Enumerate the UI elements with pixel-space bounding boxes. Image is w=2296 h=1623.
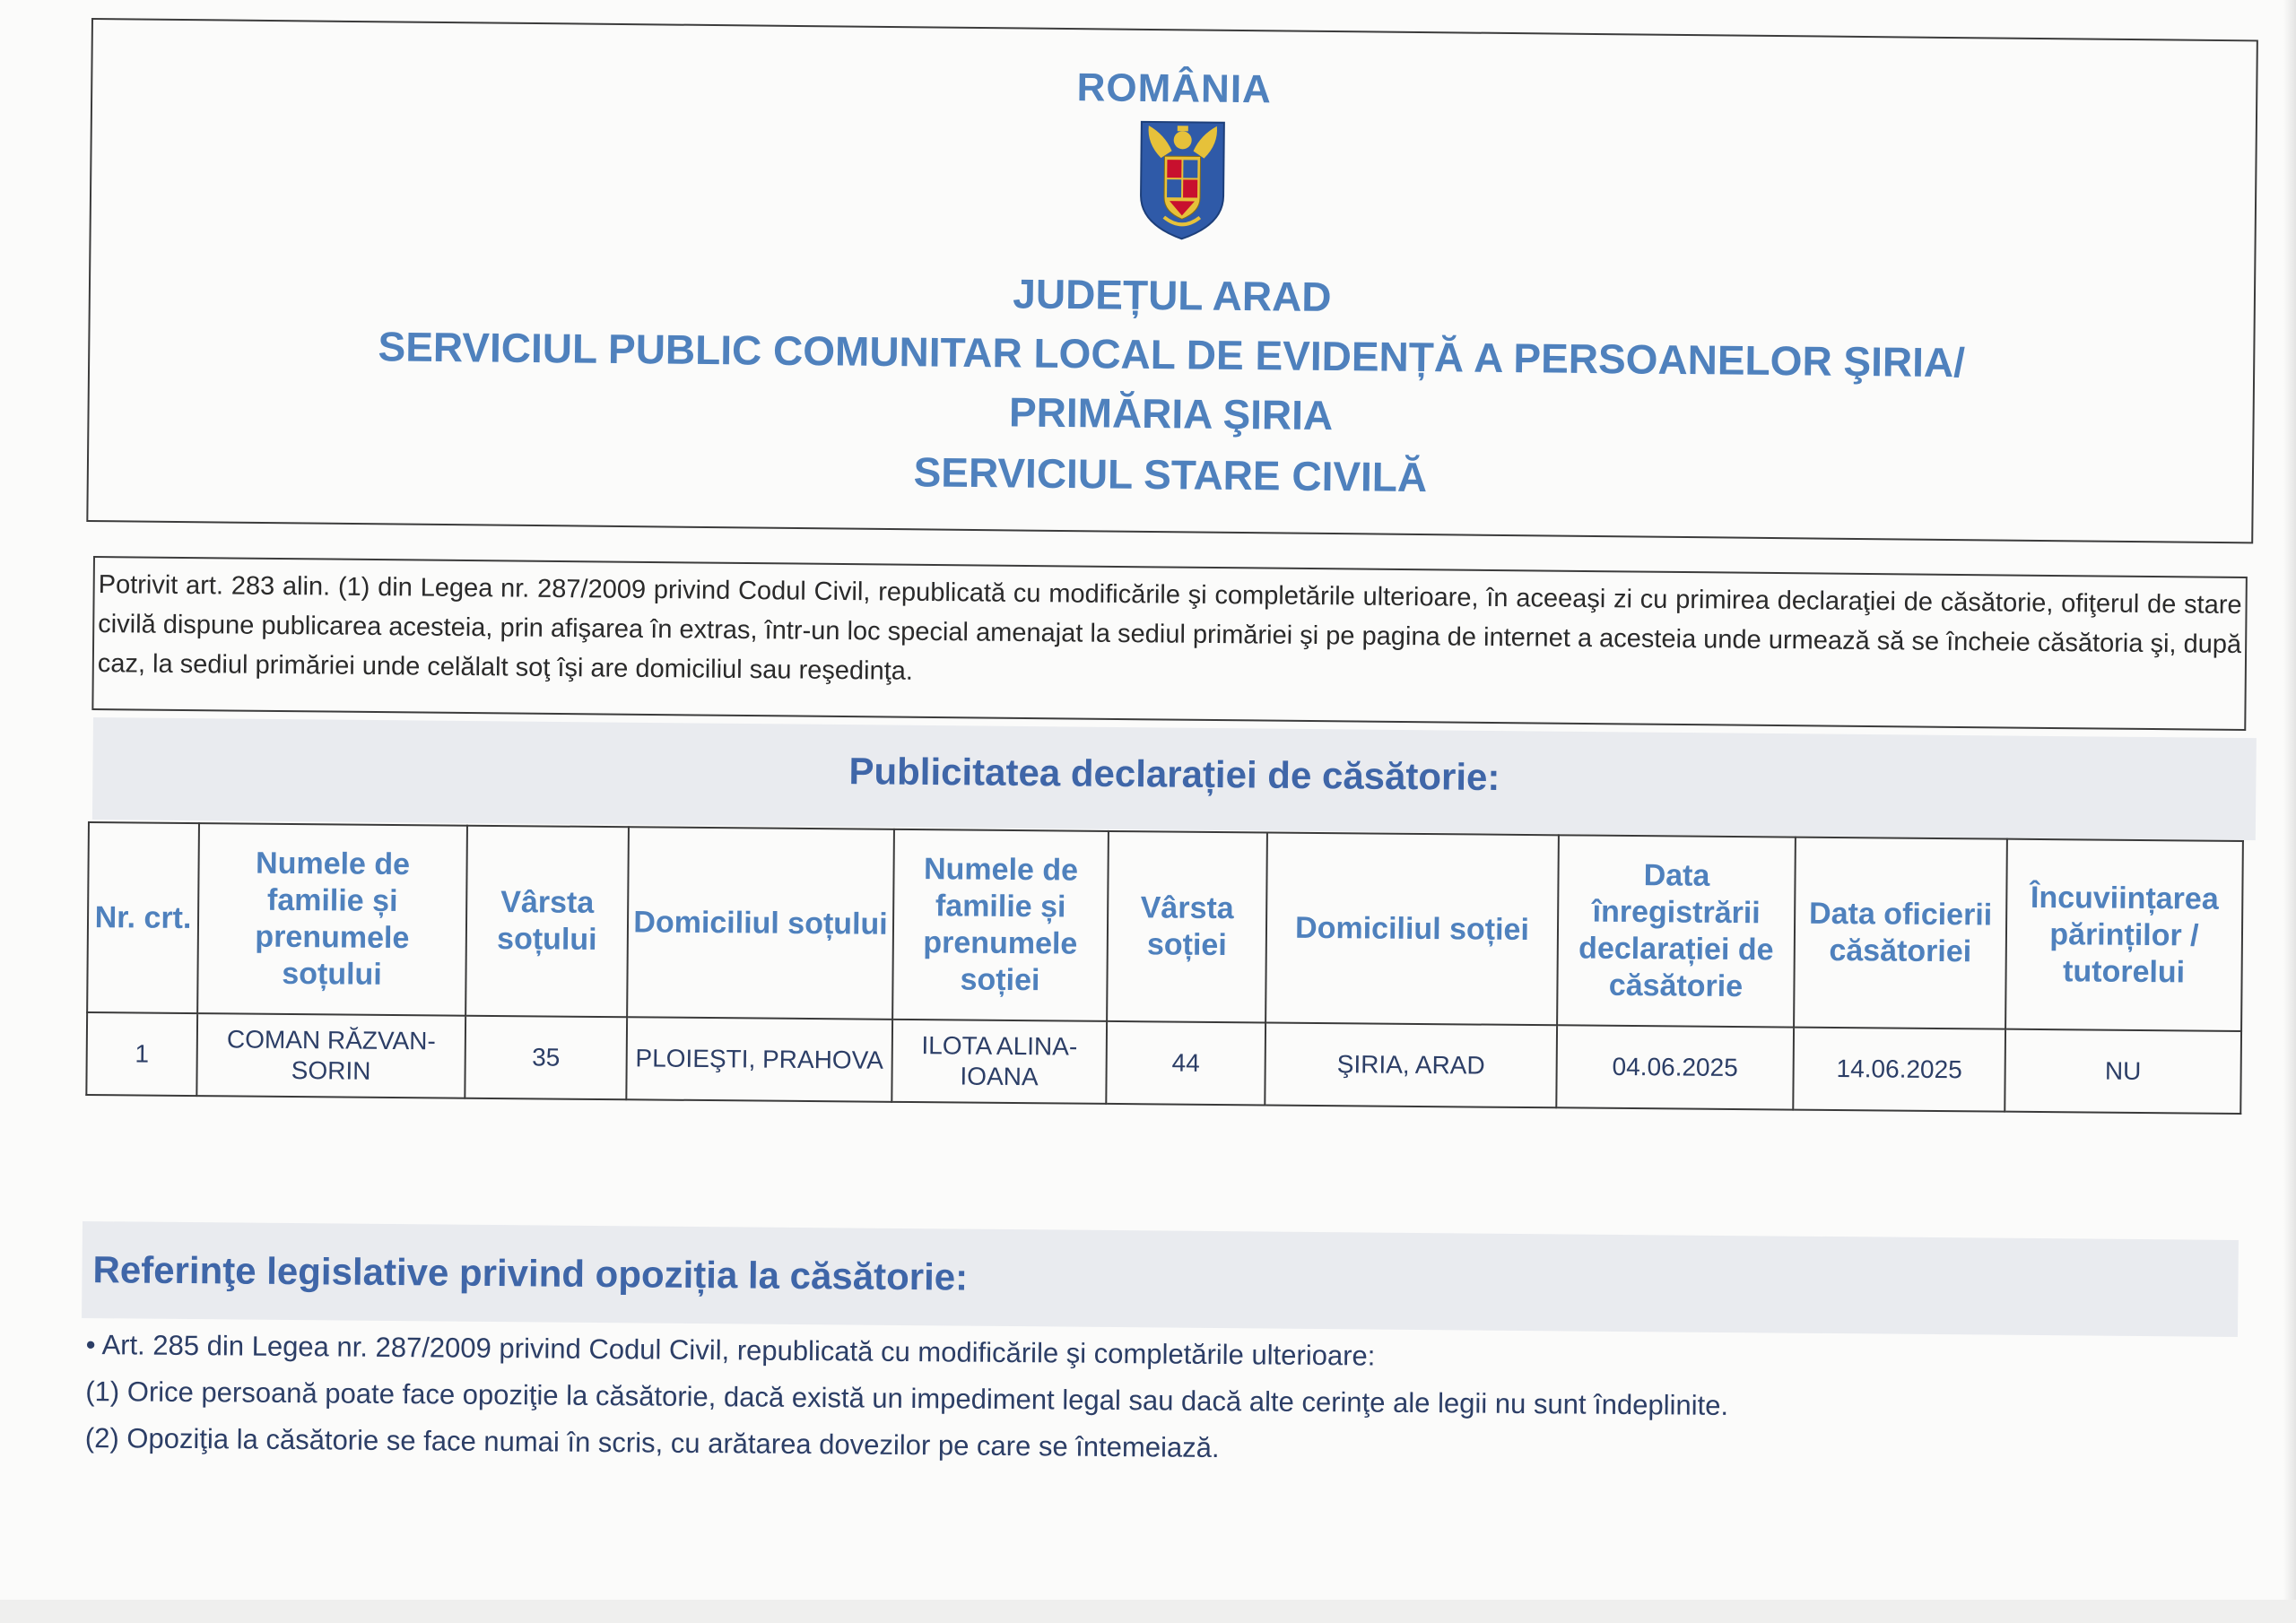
col-header-husband-name: Numele de familie și prenumele soțului [197,823,467,1016]
cell-wife-name: ILOTA ALINA-IOANA [891,1020,1107,1104]
publicity-band [92,717,2257,840]
col-header-wife-name: Numele de familie și prenumele soției [892,829,1109,1021]
cell-registration-date: 04.06.2025 [1556,1025,1794,1109]
col-header-wife-domicile: Domiciliul soției [1265,832,1559,1025]
cell-wife-domicile: ŞIRIA, ARAD [1265,1022,1557,1107]
col-header-wife-age: Vârsta soției [1107,831,1267,1023]
cell-husband-domicile: PLOIEŞTI, PRAHOVA [626,1017,892,1102]
cell-marriage-date: 14.06.2025 [1793,1028,2005,1112]
table-row [86,1012,2241,1114]
cell-husband-name: COMAN RĂZVAN-SORIN [196,1013,465,1098]
cell-wife-age: 44 [1106,1021,1265,1106]
col-header-parental-consent: Încuviințarea părinților / tutorelui [2005,839,2243,1031]
page-edge-shadow [2283,0,2296,1623]
page-bottom-strip [0,1600,2296,1623]
references-band [82,1221,2239,1337]
publicity-title: Publicitatea declarației de căsătorie: [848,750,1500,799]
col-header-marriage-date: Data oficierii căsătoriei [1794,838,2007,1029]
cell-nr: 1 [86,1012,197,1096]
declaration-table-wrap [85,821,2242,1115]
col-header-nr: Nr. crt. [87,822,199,1013]
cell-parental-consent: NU [2005,1029,2241,1114]
law-notice: Potrivit art. 283 alin. (1) din Legea nr. 287/2009 privind Codul Civil, republicată cu modificările şi completările ulterioare, în aceeaşi zi cu primirea declaraţiei de căsătorie, ofiţerul de stare civilă dispune publicarea acesteia, prin afişarea în extras, într-un loc special amenajat la sediul primăriei şi pe pagina de internet a acesteia unde urmează să se încheie căsătoria şi, după caz, la sediul primăriei unde celălalt soţ îşi are domiciliul sau reşedinţa. [91,556,2248,731]
reference-line: • Art. 285 din Legea nr. 287/2009 privind Codul Civil, republicată cu modificările şi completările ulterioare: [85,1328,1376,1372]
header-box [86,18,2258,543]
table-header-row [87,822,2243,1031]
col-header-registration-date: Data înregistrării declarației de căsătorie [1557,835,1796,1027]
romania-coat-of-arms-icon [1137,117,1228,243]
civil-service-title: SERVICIUL STARE CIVILĂ [913,448,1428,501]
country-title: ROMÂNIA [1076,65,1273,112]
reference-line: (2) Opoziţia la căsătorie se face numai în scris, cu arătarea dovezilor pe care se întemeiază. [84,1421,1220,1464]
county-title: JUDEȚUL ARAD [1013,270,1332,321]
declaration-table [85,821,2244,1115]
service-title: SERVICIUL PUBLIC COMUNITAR LOCAL DE EVIDENȚĂ A PERSOANELOR ŞIRIA/ [378,323,1966,386]
col-header-husband-age: Vârsta soțului [465,826,629,1018]
reference-line: (1) Orice persoană poate face opoziţie la căsătorie, dacă există un impediment legal sau dacă alte cerinţe ale legii nu sunt îndeplinite. [85,1375,1729,1421]
references-title: Referinţe legislative privind opoziția la căsătorie: [92,1248,969,1298]
mayor-office-title: PRIMĂRIA ŞIRIA [1008,388,1334,439]
references-list [85,1322,2149,1480]
cell-husband-age: 35 [465,1016,627,1100]
col-header-husband-domicile: Domiciliul soțului [627,827,894,1020]
